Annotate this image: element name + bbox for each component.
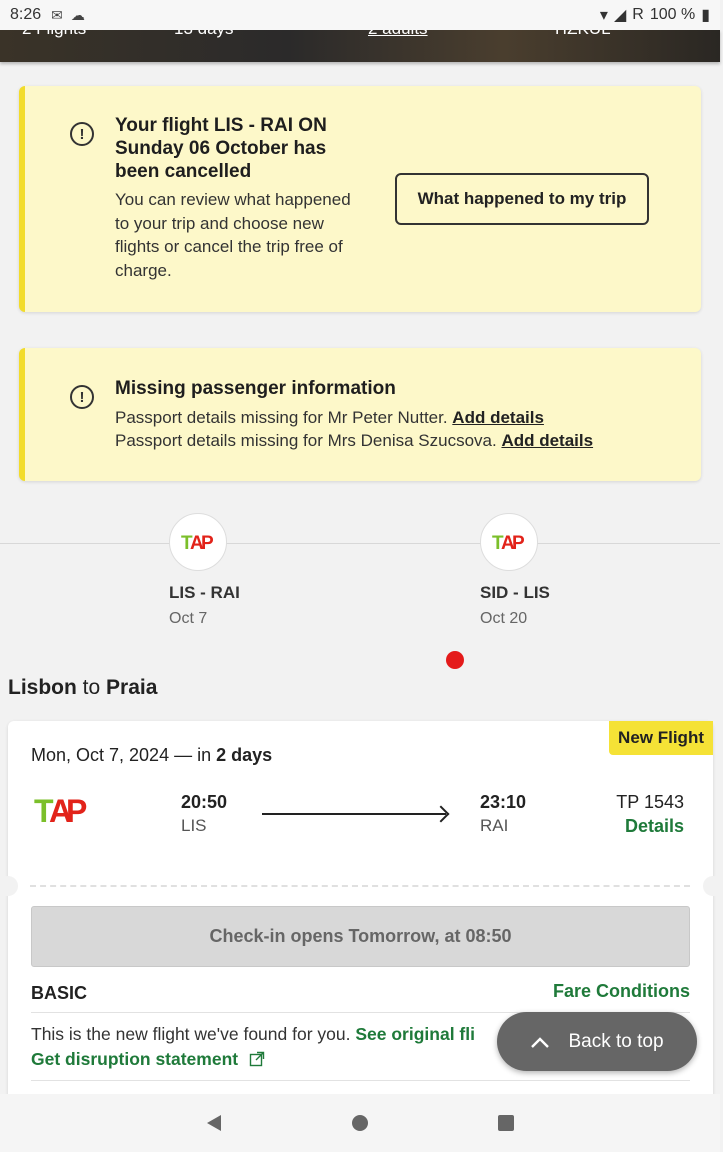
cancellation-title: Your flight LIS - RAI ON Sunday 06 October has been cancelled — [115, 115, 327, 182]
status-right — [600, 5, 710, 25]
add-details-link-2[interactable]: Add details — [501, 431, 594, 450]
back-to-top-button[interactable] — [497, 1012, 697, 1071]
missing-passenger-title: Missing passenger information — [115, 378, 396, 399]
back-triangle-icon — [204, 1113, 224, 1133]
cancellation-alert — [19, 86, 701, 312]
card-notch-right — [703, 876, 723, 896]
segment-2-airline-logo[interactable] — [480, 513, 538, 571]
back-nav-button[interactable] — [202, 1111, 226, 1135]
cancellation-body: You can review what happened to your trip and choose new flights or cancel the trip free of charge. — [115, 190, 351, 280]
departure-time: 20:50 — [181, 792, 228, 812]
back-to-top-label: Back to top — [568, 1030, 664, 1052]
segment-1-route[interactable]: LIS - RAI — [169, 583, 240, 602]
flight-arrow-icon — [262, 813, 446, 815]
battery-icon: ▮ — [701, 7, 710, 24]
new-flight-note: This is the new flight we've found for you. See original fli — [31, 1024, 475, 1044]
svg-text:A: A — [49, 793, 73, 829]
arrival-airport: RAI — [480, 816, 509, 835]
recents-nav-button[interactable] — [494, 1111, 518, 1135]
chevron-up-icon — [530, 1035, 550, 1049]
mail-icon: ✉ — [51, 6, 63, 23]
what-happened-button[interactable]: What happened to my trip — [395, 173, 649, 225]
card-notch-left — [0, 876, 18, 896]
segment-2-route[interactable]: SID - LIS — [480, 583, 550, 602]
departure-airport: LIS — [181, 816, 207, 835]
svg-text:T: T — [34, 793, 54, 829]
segment-1-airline-logo[interactable] — [169, 513, 227, 571]
flight-date: Mon, Oct 7, 2024 — in 2 days — [31, 745, 273, 765]
tap-logo-icon — [492, 532, 526, 552]
home-circle-icon — [350, 1113, 370, 1133]
arrival-time: 23:10 — [480, 792, 527, 812]
svg-text:A: A — [501, 533, 515, 554]
missing-passenger-alert — [19, 348, 701, 481]
fare-class: BASIC — [31, 983, 88, 1003]
recents-square-icon — [496, 1113, 516, 1133]
notification-dot — [446, 651, 464, 669]
network-type: R — [632, 6, 644, 23]
info-icon: ! — [70, 385, 94, 409]
svg-text:P: P — [512, 533, 525, 554]
fare-conditions-link[interactable]: Fare Conditions — [552, 981, 690, 1001]
info-icon: ! — [70, 122, 94, 146]
passenger-line-1: Passport details missing for Mr Peter Nutter. Add details — [115, 408, 544, 427]
status-bar — [0, 0, 720, 30]
passenger-line-2: Passport details missing for Mrs Denisa Szucsova. Add details — [115, 431, 594, 450]
svg-text:P: P — [201, 533, 214, 554]
status-time: 8:26 — [10, 6, 42, 23]
flight-details-link[interactable]: Details — [624, 816, 684, 836]
segment-2-date: Oct 20 — [480, 610, 528, 627]
see-original-flight-link[interactable]: See original fli — [355, 1024, 475, 1044]
battery-percent: 100 % — [649, 6, 696, 23]
svg-text:P: P — [66, 793, 88, 829]
cloud-icon: ☁ — [70, 6, 85, 23]
route-title: Lisbon to Praia — [8, 676, 158, 699]
dashed-divider — [30, 885, 690, 887]
home-nav-button[interactable] — [348, 1111, 372, 1135]
new-flight-badge: New Flight — [609, 721, 713, 755]
disruption-statement-link[interactable]: Get disruption statement — [31, 1049, 239, 1069]
divider — [31, 1080, 690, 1081]
segment-timeline — [0, 543, 720, 544]
tap-airline-logo-icon — [34, 793, 88, 827]
external-link-icon — [249, 1051, 265, 1067]
tap-logo-icon — [181, 532, 215, 552]
add-details-link-1[interactable]: Add details — [452, 408, 544, 427]
disruption-statement-row[interactable] — [31, 1049, 265, 1070]
checkin-button-disabled[interactable]: Check-in opens Tomorrow, at 08:50 — [31, 906, 690, 967]
trip-summary-strip — [0, 30, 720, 62]
wifi-icon: ▾ — [599, 7, 608, 24]
segment-1-date: Oct 7 — [169, 610, 208, 627]
signal-icon: ◢ — [613, 7, 627, 24]
system-nav-bar — [0, 1094, 720, 1152]
svg-text:A: A — [190, 533, 204, 554]
flight-number: TP 1543 — [616, 792, 684, 812]
svg-text:T: T — [492, 533, 504, 554]
svg-text:T: T — [181, 533, 193, 554]
